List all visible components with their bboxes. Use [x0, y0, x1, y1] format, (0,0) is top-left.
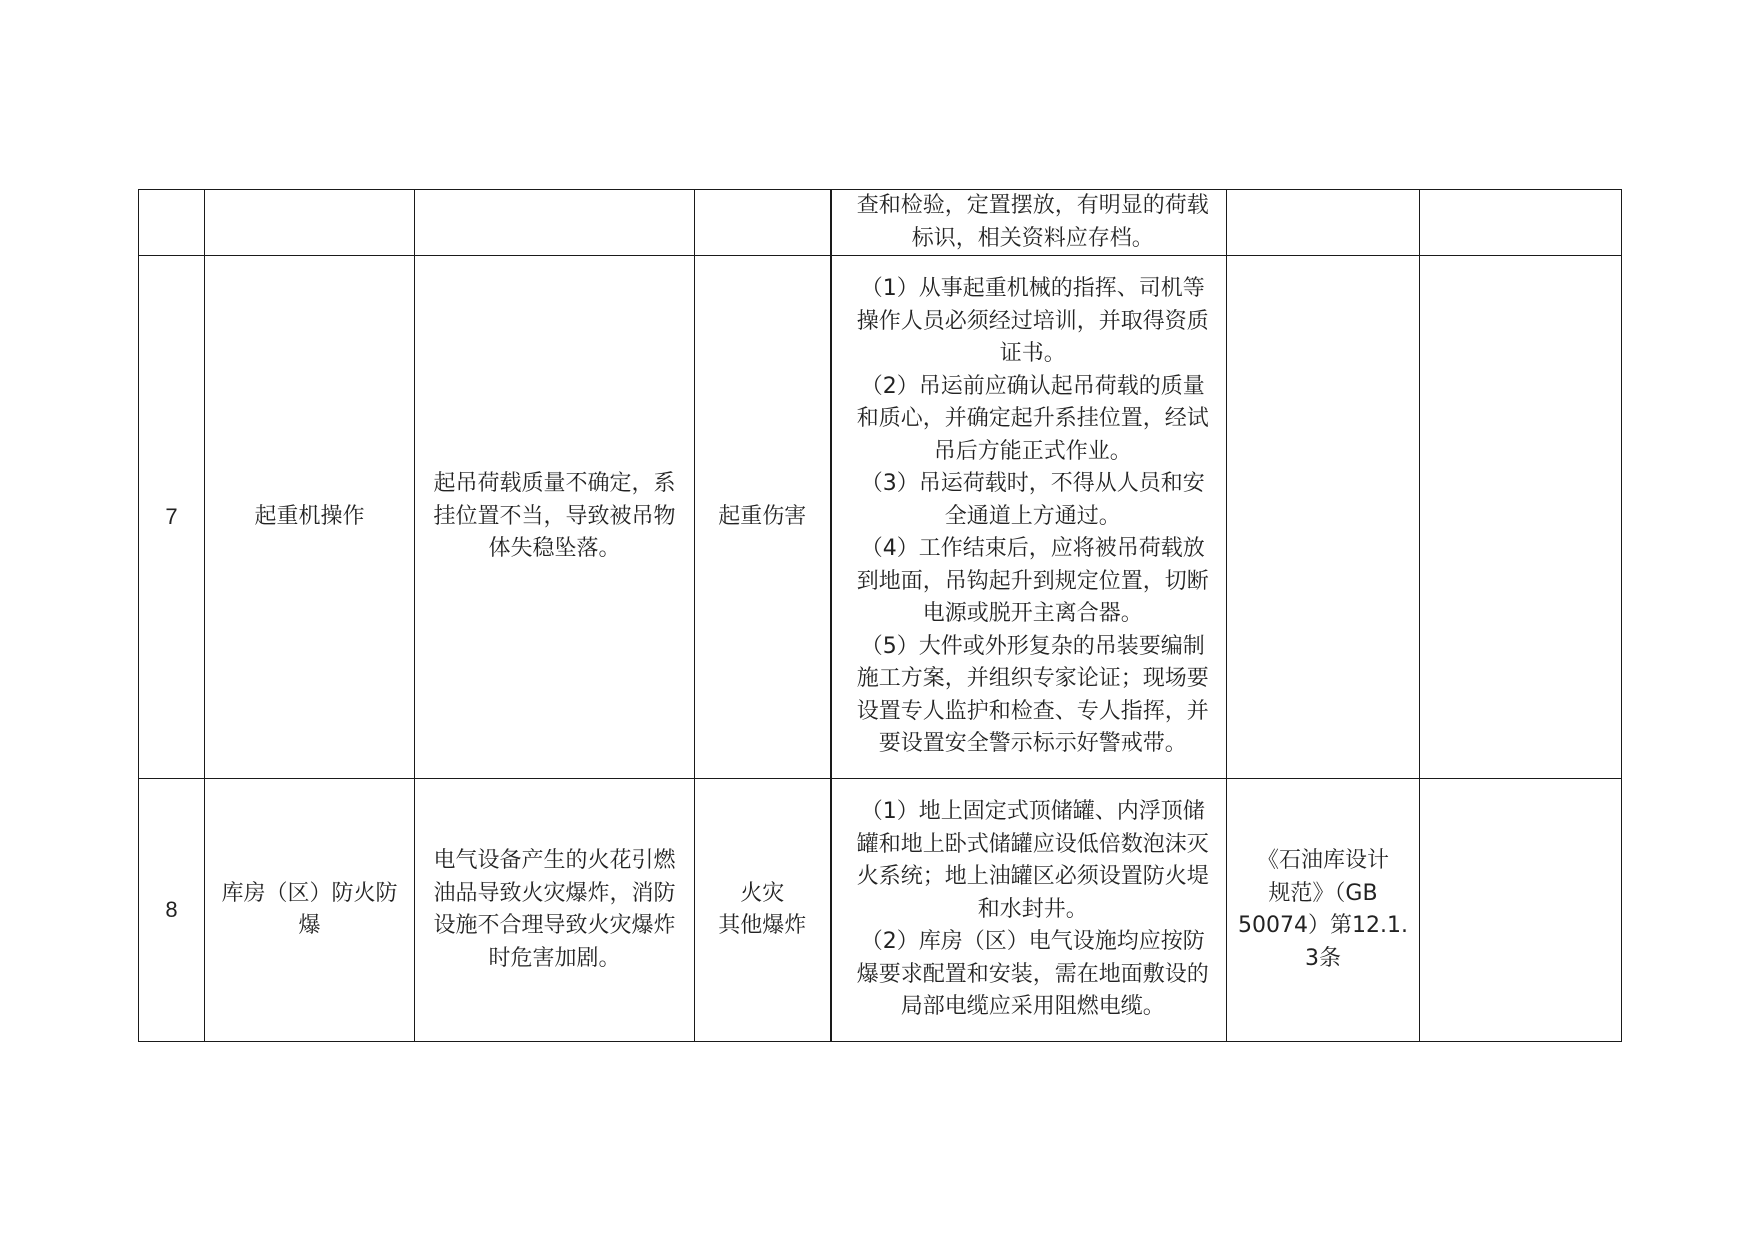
- cell-no: 7: [139, 256, 205, 779]
- measure-item: （5）大件或外形复杂的吊装要编制施工方案，并组织专家论证；现场要设置专人监护和检查、专人指挥，并要设置安全警示标示好警戒带。: [856, 633, 1209, 757]
- measure-item: （2）吊运前应确认起吊荷载的质量和质心，并确定起升系挂位置，经试吊后方能正式作业。: [856, 373, 1209, 464]
- reference-line: 3条: [1305, 945, 1341, 971]
- measure-item: （3）吊运荷载时，不得从人员和安全通道上方通过。: [860, 471, 1205, 529]
- reference-line: 50074）第12.1.: [1238, 913, 1408, 938]
- cell-reference: [1227, 190, 1420, 256]
- cell-hazard: [415, 190, 695, 256]
- reference-line: 《石油库设计: [1256, 848, 1389, 873]
- accident-type-text: 起重伤害: [718, 503, 807, 529]
- measure-item: （1）地上固定式顶储罐、内浮顶储罐和地上卧式储罐应设低倍数泡沫灭火系统；地上油罐区必须设置防火堤和水封井。: [856, 799, 1209, 922]
- cell-no: 8: [139, 779, 205, 1042]
- cell-hazard: [415, 779, 695, 1042]
- continuation-row: [139, 190, 1622, 256]
- accident-type-text: 其他爆炸: [718, 913, 807, 938]
- reference-line: 规范》（GB: [1268, 880, 1378, 906]
- cell-measures: [831, 190, 1227, 256]
- operation-text: 库房（区）防火防爆: [221, 880, 398, 938]
- cell-hazard: [415, 256, 695, 779]
- cell-remark: [1420, 779, 1622, 1042]
- cell-remark: [1420, 256, 1622, 779]
- risk-control-table: [138, 189, 1622, 1042]
- measure-item: （2）库房（区）电气设施均应按防爆要求配置和安装，需在地面敷设的局部电缆应采用阻燃电缆。: [856, 929, 1209, 1020]
- table-row: [139, 256, 1622, 779]
- table-row: [139, 779, 1622, 1042]
- cell-accident-type: [695, 779, 831, 1042]
- hazard-text: 电气设备产生的火花引燃油品导致火灾爆炸，消防设施不合理导致火灾爆炸时危害加剧。: [433, 848, 676, 971]
- cell-accident-type: [695, 190, 831, 256]
- hazard-text: 起吊荷载质量不确定，系挂位置不当，导致被吊物体失稳坠落。: [433, 471, 676, 562]
- cell-accident-type: [695, 256, 831, 779]
- cell-measures: [831, 256, 1227, 779]
- cell-reference: [1227, 256, 1420, 779]
- cell-measures: [831, 779, 1227, 1042]
- measure-item: （4）工作结束后，应将被吊荷载放到地面，吊钩起升到规定位置，切断电源或脱开主离合器。: [856, 536, 1209, 627]
- cell-operation: [205, 190, 415, 256]
- cell-no: [139, 190, 205, 256]
- accident-type-text: 火灾: [740, 880, 785, 906]
- measure-text: 查和检验，定置摆放，有明显的荷载标识，相关资料应存档。: [856, 193, 1209, 251]
- cell-reference: [1227, 779, 1420, 1042]
- cell-remark: [1420, 190, 1622, 256]
- operation-text: 起重机操作: [254, 503, 365, 529]
- cell-operation: [205, 779, 415, 1042]
- measure-item: （1）从事起重机械的指挥、司机等操作人员必须经过培训，并取得资质证书。: [856, 276, 1209, 367]
- cell-operation: [205, 256, 415, 779]
